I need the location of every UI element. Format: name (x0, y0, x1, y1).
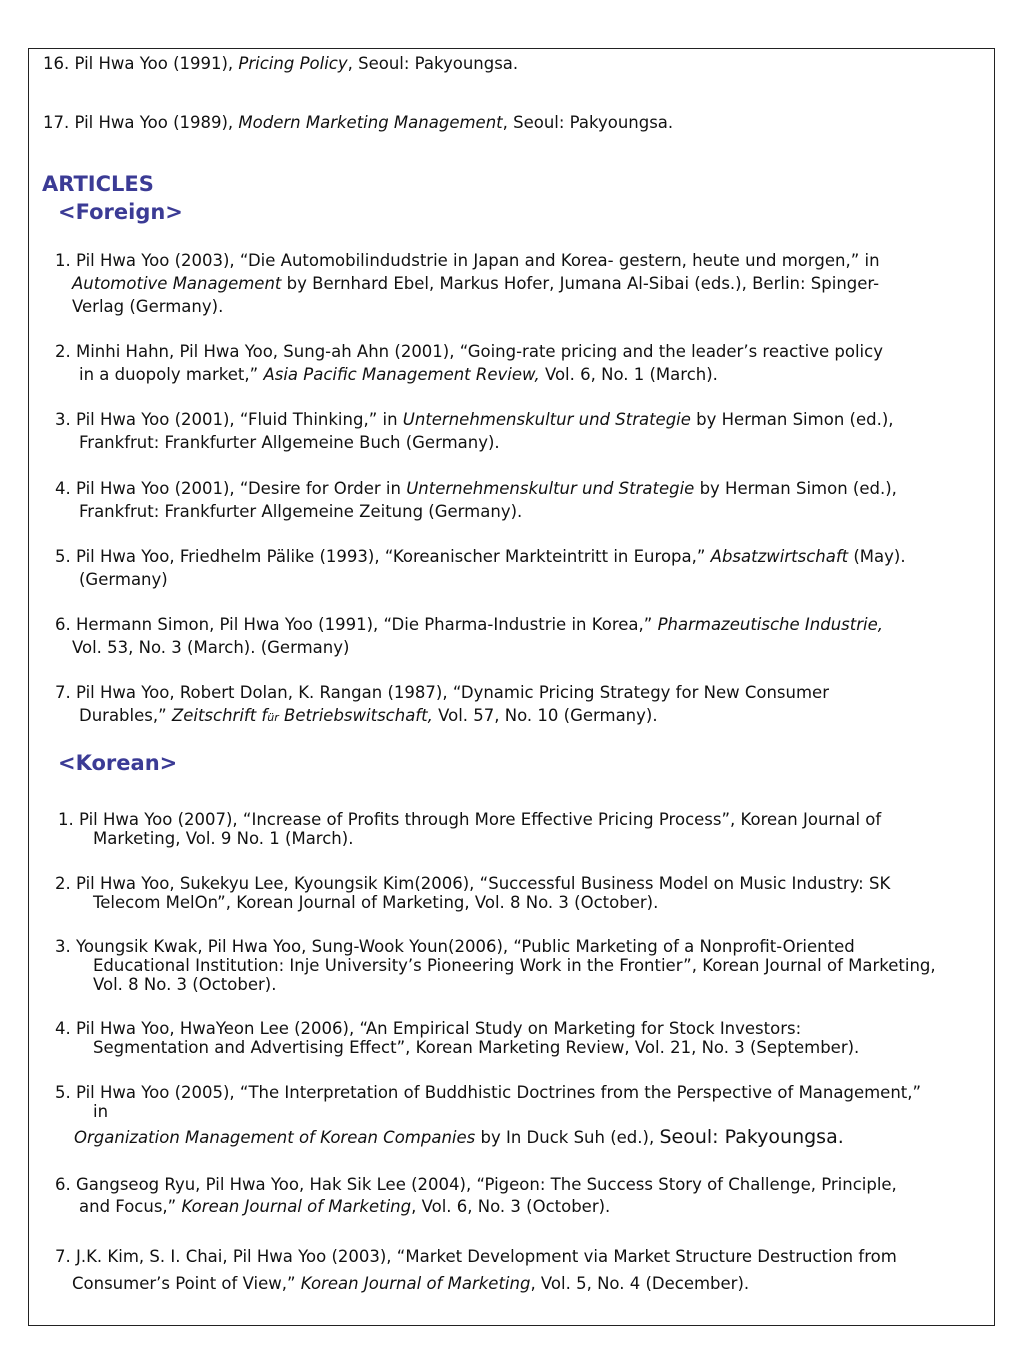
entry-text: 3. Pil Hwa Yoo (2001), “Fluid Thinking,” in (55, 410, 403, 429)
entry-text: by Herman Simon (ed.), (690, 410, 894, 429)
entry-text: 17. Pil Hwa Yoo (1989), (43, 113, 239, 132)
entry-text: 6. Hermann Simon, Pil Hwa Yoo (1991), “Die Pharma-Industrie in Korea,” (55, 615, 658, 634)
entry-text: 4. Pil Hwa Yoo (2001), “Desire for Order in (55, 479, 407, 498)
book-entry-16 (43, 54, 518, 74)
entry-title: Automotive Management (72, 274, 282, 293)
entry-text: Durables,” (79, 706, 172, 725)
entry-text: by Bernhard Ebel, Markus Hofer, Jumana Al-Sibai (eds.), Berlin: Spinger- (281, 274, 880, 293)
korean-entry-3-line2: Educational Institution: Inje University’s Pioneering Work in the Frontier”, Korean Journal of Marketing, (93, 956, 936, 975)
entry-text: and Focus,” (79, 1197, 182, 1216)
foreign-entry-1-line2 (72, 274, 879, 294)
book-entry-17 (43, 113, 673, 133)
korean-entry-6: 6. Gangseog Ryu, Pil Hwa Yoo, Hak Sik Lee (2004), “Pigeon: The Success Story of Challenge, Principle, (55, 1175, 897, 1194)
entry-title: Asia Pacific Management Review, (263, 365, 540, 384)
foreign-entry-3-line2: Frankfrut: Frankfurter Allgemeine Buch (Germany). (79, 433, 500, 452)
entry-title: Korean Journal of Marketing (300, 1274, 531, 1293)
foreign-entry-7-line2 (79, 706, 658, 728)
entry-title: Absatzwirtschaft (710, 547, 849, 566)
foreign-entry-4 (55, 479, 897, 499)
korean-entry-4: 4. Pil Hwa Yoo, HwaYeon Lee (2006), “An Empirical Study on Marketing for Stock Investors: (55, 1019, 802, 1038)
entry-text: Consumer’s Point of View,” (72, 1274, 301, 1293)
korean-entry-6-line2 (79, 1197, 610, 1217)
korean-entry-7: 7. J.K. Kim, S. I. Chai, Pil Hwa Yoo (2003), “Market Development via Market Structure Destruction from (55, 1247, 897, 1266)
korean-entry-1: 1. Pil Hwa Yoo (2007), “Increase of Profits through More Effective Pricing Process”, Korean Journal of (58, 810, 882, 829)
foreign-entry-5-line2: (Germany) (79, 570, 168, 589)
entry-text: , Seoul: Pakyoungsa. (502, 113, 674, 132)
entry-title: Zeitschrift f (171, 706, 268, 725)
foreign-entry-2-line2 (79, 365, 718, 385)
foreign-entry-6-line2: Vol. 53, No. 3 (March). (Germany) (72, 638, 350, 657)
articles-heading: ARTICLES (42, 172, 154, 196)
foreign-entry-6 (55, 615, 883, 635)
entry-title: Betriebswitschaft, (278, 706, 433, 725)
korean-entry-4-line2: Segmentation and Advertising Effect”, Korean Marketing Review, Vol. 21, No. 3 (September). (93, 1038, 860, 1057)
foreign-entry-3 (55, 410, 894, 430)
entry-title: Modern Marketing Management (238, 113, 503, 132)
entry-title-umlaut: ür (267, 711, 279, 724)
korean-entry-5-line3 (74, 1127, 844, 1148)
entry-text: by Herman Simon (ed.), (694, 479, 897, 498)
foreign-entry-7: 7. Pil Hwa Yoo, Robert Dolan, K. Rangan (1987), “Dynamic Pricing Strategy for New Consumer (55, 683, 829, 702)
entry-publisher: Seoul: Pakyoungsa. (659, 1126, 844, 1148)
entry-title: Unternehmenskultur und Strategie (402, 410, 691, 429)
entry-text: (May). (848, 547, 906, 566)
entry-text: , Seoul: Pakyoungsa. (347, 54, 519, 73)
entry-title: Unternehmenskultur und Strategie (406, 479, 695, 498)
korean-entry-5: 5. Pil Hwa Yoo (2005), “The Interpretation of Buddhistic Doctrines from the Perspective of Management,” (55, 1083, 922, 1102)
entry-title: Organization Management of Korean Companies (74, 1128, 476, 1147)
foreign-entry-4-line2: Frankfrut: Frankfurter Allgemeine Zeitung (Germany). (79, 502, 523, 521)
korean-entry-5-line2: in (93, 1102, 109, 1121)
entry-text: 5. Pil Hwa Yoo, Friedhelm Pälike (1993), “Koreanischer Markteintritt in Europa,” (55, 547, 711, 566)
korean-entry-2-line2: Telecom MelOn”, Korean Journal of Marketing, Vol. 8 No. 3 (October). (93, 893, 659, 912)
entry-text: Vol. 57, No. 10 (Germany). (432, 706, 658, 725)
foreign-entry-1-line3: Verlag (Germany). (72, 297, 224, 316)
korean-entry-7-line2 (72, 1274, 749, 1294)
foreign-heading: <Foreign> (58, 200, 183, 224)
korean-entry-2: 2. Pil Hwa Yoo, Sukekyu Lee, Kyoungsik Kim(2006), “Successful Business Model on Music Industry: SK (55, 874, 891, 893)
foreign-entry-2: 2. Minhi Hahn, Pil Hwa Yoo, Sung-ah Ahn (2001), “Going-rate pricing and the leader’s reactive policy (55, 342, 883, 361)
entry-text: Vol. 6, No. 1 (March). (539, 365, 718, 384)
entry-text: by In Duck Suh (ed.), (475, 1128, 660, 1147)
entry-text: in a duopoly market,” (79, 365, 264, 384)
entry-text: 16. Pil Hwa Yoo (1991), (43, 54, 239, 73)
entry-title: Korean Journal of Marketing (181, 1197, 412, 1216)
foreign-entry-5 (55, 547, 906, 567)
entry-title: Pricing Policy (238, 54, 348, 73)
korean-entry-3-line3: Vol. 8 No. 3 (October). (93, 975, 277, 994)
korean-entry-3: 3. Youngsik Kwak, Pil Hwa Yoo, Sung-Wook Youn(2006), “Public Marketing of a Nonprofit-Oriented (55, 937, 855, 956)
foreign-entry-1: 1. Pil Hwa Yoo (2003), “Die Automobilindudstrie in Japan and Korea- gestern, heute und morgen,” in (55, 251, 880, 270)
entry-title: Pharmazeutische Industrie, (657, 615, 883, 634)
korean-entry-1-line2: Marketing, Vol. 9 No. 1 (March). (93, 829, 354, 848)
entry-text: , Vol. 5, No. 4 (December). (530, 1274, 750, 1293)
entry-text: , Vol. 6, No. 3 (October). (411, 1197, 611, 1216)
korean-heading: <Korean> (58, 751, 178, 775)
